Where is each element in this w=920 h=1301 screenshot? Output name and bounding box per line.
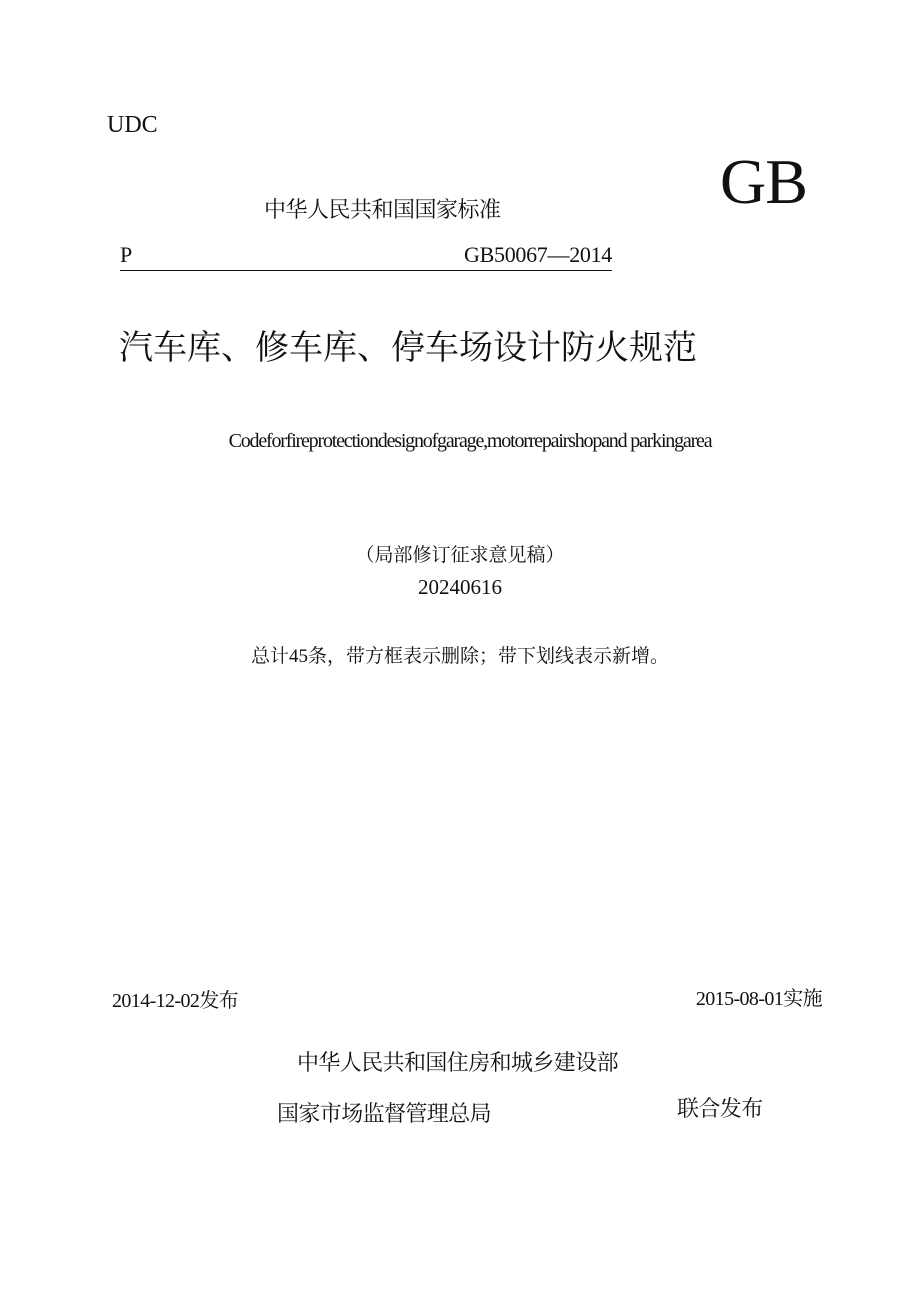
standard-code: GB50067—2014 [464,242,612,267]
draft-note: （局部修订征求意见稿） [355,545,565,566]
page-title: 汽车库、修车库、停车场设计防火规范 [119,330,697,367]
gb-logo: GB [720,146,807,217]
implementation-date: 2015-08-01实施 [695,988,822,1010]
joint-release-label: 联合发布 [677,1097,763,1122]
standard-type-heading: 中华人民共和国国家标准 [264,198,501,223]
draft-date: 20240616 [418,575,502,599]
issuer-ministry: 中华人民共和国住房和城乡建设部 [297,1051,619,1076]
udc-label: UDC [107,112,158,138]
revision-note: 总计45条，带方框表示删除；带下划线表示新增。 [250,646,669,667]
issuer-administration: 国家市场监督管理总局 [277,1102,492,1127]
issue-date: 2014-12-02发布 [112,990,239,1012]
classification-prefix: P [120,242,133,267]
english-title: Codeforfireprotectiondesignofgarage,motorrepairshopand parkingarea [228,430,712,452]
